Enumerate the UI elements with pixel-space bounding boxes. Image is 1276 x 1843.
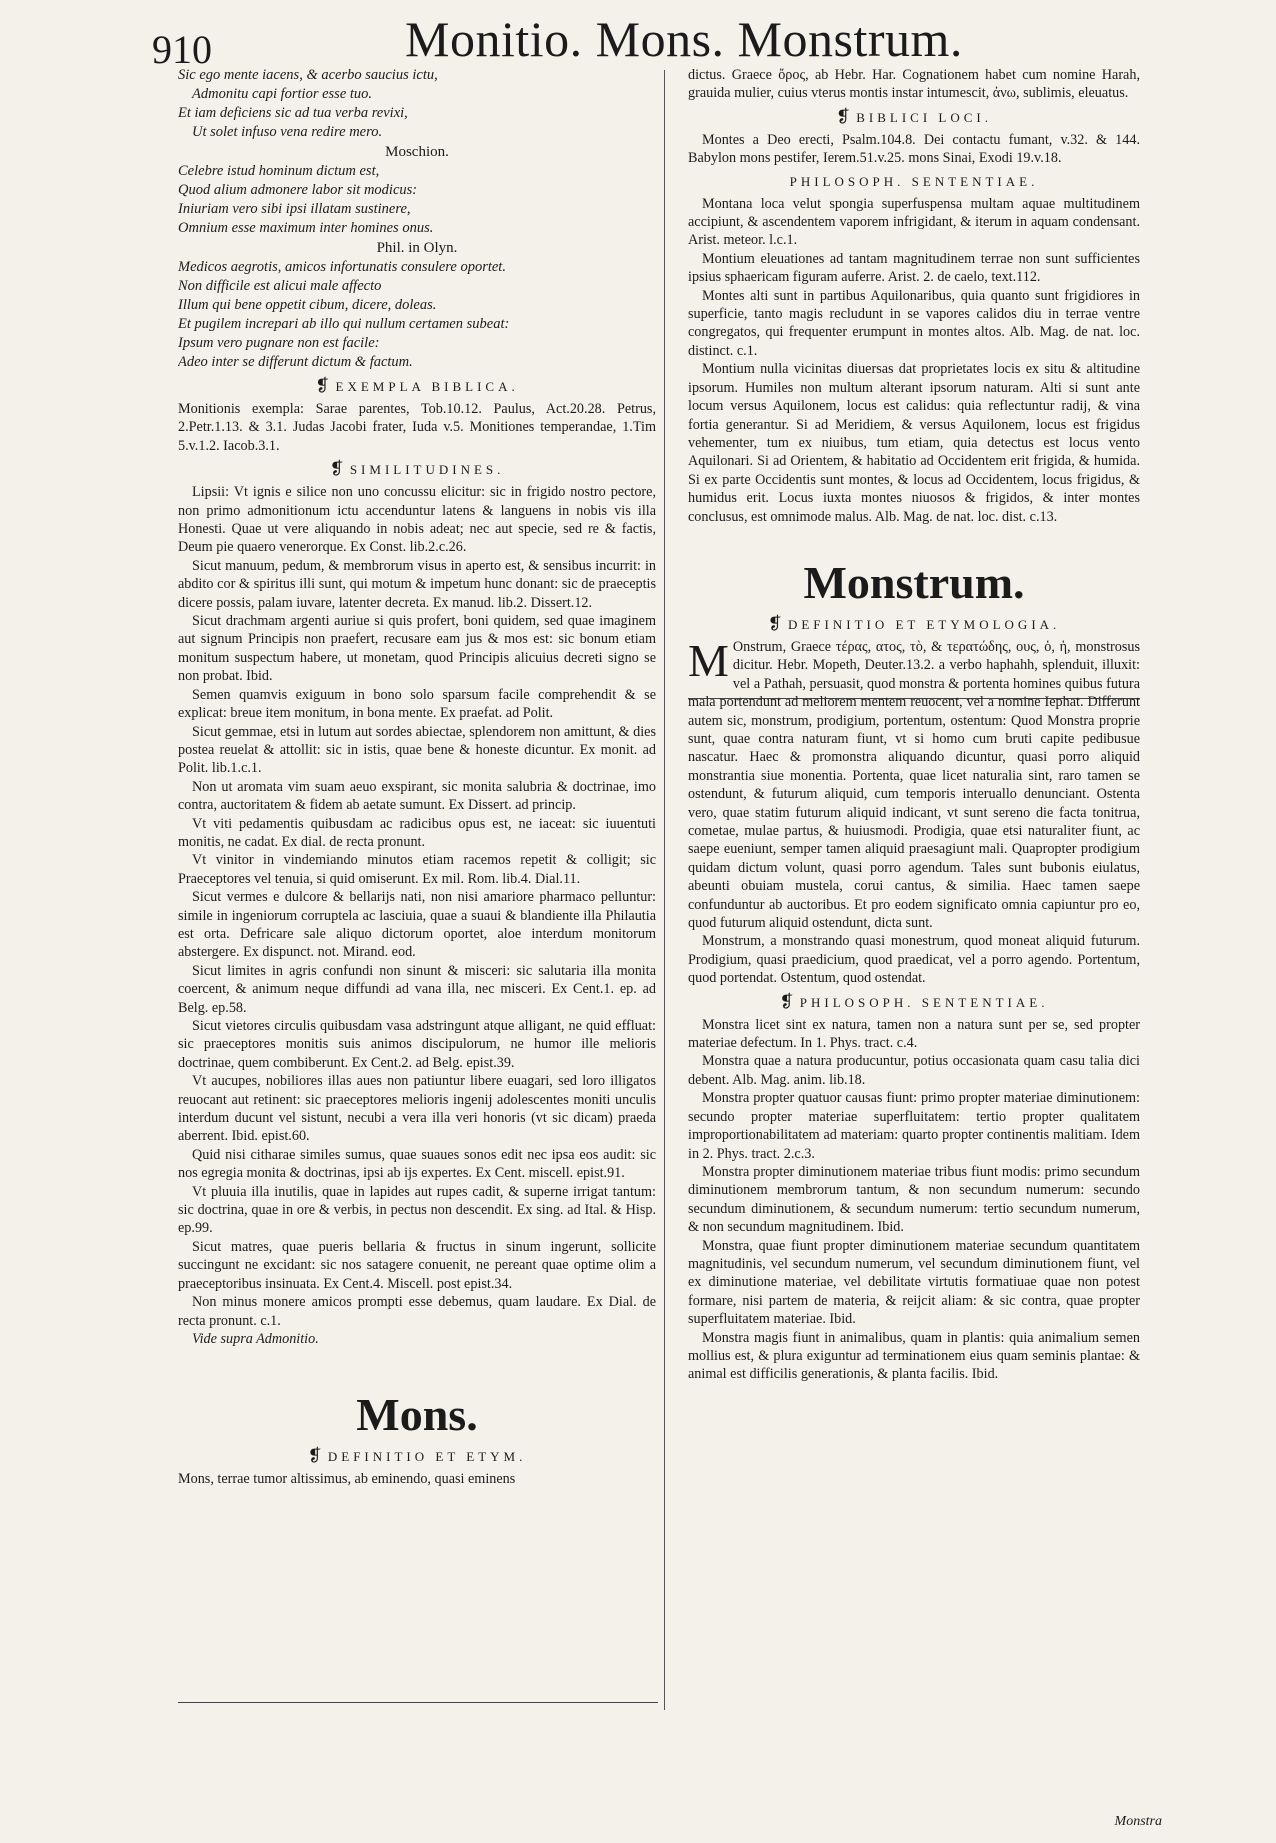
verse-line: Ipsum vero pugnare non est facile: (178, 335, 380, 351)
section-heading: ❡ SIMILITUDINES. (329, 459, 505, 479)
pilcrow-icon: ❡ (767, 613, 782, 633)
paragraph: Semen quamvis exiguum in bono solo sparsum facile comprehendit & se explicat: breue item monitum, in bona mente. Ex praefat. ad Polit. (178, 686, 656, 722)
paragraph: Monstra, quae fiunt propter diminutionem materiae secundum quantitatem magnitudinis, vel secundum numerum, vel secundum diminutionem fiunt, vel ex diminutione materiae, vel debilitate virtutis formatiuae quae non potest formare, nisi partem de materia, & reijcit aliam: & sic contra, quae propter superfluitatem materiae. Ibid. (688, 1237, 1140, 1328)
paragraph: Monstra propter diminutionem materiae tribus fiunt modis: primo secundum diminutionem membrorum tantum, & non secundum numerum: secundo secundum diminutionem, & secundum numerum: tertio secundum numerum, & non secundum magnitudinem. Ibid. (688, 1163, 1140, 1236)
paragraph: Montium nulla vicinitas diuersas dat proprietates locis ex situ & altitudine ipsorum. Humiles non multum alterant ipsorum naturam. Alti si sunt ante locum versus Aquilonem, locus est calidus: quia reflectuntur radij, & vina fortia generantur. Si ad Meridiem, & versus Aquilonem, locus est frigidus vehementer, tum ex niuibus, tum etiam, quia detectus est locus vento Aquilonari. Si ad Orientem, & habitatio ad Occidentem erit frigida, & humida. Si ex parte Occidentis sunt montes, & locus ad Occidentem, locus frigidus, & humidus erit. Locus iuxta montes niuosos & frigidos, & inter montes conclusus, est omnimode malus. Alb. Mag. de nat. loc. dist. c.13. (688, 361, 1140, 525)
paragraph: Non minus monere amicos prompti esse debemus, quam laudare. Ex Dial. de recta pronunt. c.1. (178, 1294, 656, 1329)
verse-line: Quod alium admonere labor sit modicus: (178, 182, 418, 198)
section-heading: ❡ DEFINITIO ET ETYMOLOGIA. (767, 613, 1061, 633)
verse-line: Adeo inter se differunt dictum & factum. (178, 354, 413, 370)
verse-line: Medicos aegrotis, amicos infortunatis consulere oportet. (178, 259, 506, 275)
left-column (178, 66, 656, 1489)
paragraph: Monstra propter quatuor causas fiunt: primo propter materiae diminutionem: secundo propter materiae superfluitatem: tertio propter qualitatem improportionabilitatem ad materiam: quarto propter continentis malitiam. Idem in 2. Phys. tract. 2.c.3. (688, 1090, 1140, 1162)
verse-line: Illum qui bene oppetit cibum, dicere, doleas. (178, 297, 437, 313)
entry-title: Mons. (356, 1389, 478, 1441)
paragraph: Sicut manuum, pedum, & membrorum visus in aperto est, & sensibus incurrit: in abdito cor & spiritus illi sunt, qui motum & impetum hunc donant: sic de praeceptis dicere possis, palam iuvare, latenter decreta. Ex manud. lib.2. Dissert.12. (178, 557, 656, 611)
section-heading: PHILOSOPH. SENTENTIAE. (789, 173, 1039, 189)
section-rule-left (178, 1702, 658, 1703)
verse-line: Admonitu capi fortior esse tuo. (192, 86, 373, 102)
entry-title: Monstrum. (803, 556, 1025, 608)
paragraph: Monstra quae a natura producuntur, potius occasionata quam casu talia dici debent. Alb. Mag. anim. lib.18. (688, 1053, 1140, 1088)
paragraph: Monstra magis fiunt in animalibus, quam in plantis: quia animalium semen mollius est, & plura exiguntur ad terminationem eius quam seminis plantae: & animal est difficilis generationis, & planta facilis. Ibid. (688, 1329, 1140, 1383)
verse-line: Iniuriam vero sibi ipsi illatam sustinere, (178, 201, 411, 217)
catchword: Monstra (1114, 1814, 1162, 1829)
exempla-text: Monitionis exempla: Sarae parentes, Tob.10.12. Paulus, Act.20.28. Petrus, 2.Petr.1.13. & 3.1. Judas Jacobi frater, Iuda v.5. Monitiones temperandae, 1.Tim 5.v.1.2. Iacob.3.1. (178, 401, 656, 454)
verse-line: Sic ego mente iacens, & acerbo saucius ictu, (178, 67, 438, 83)
paragraph: Montana loca velut spongia superfuspensa multam aquae multitudinem accipiunt, & ascendentem vaporem infrigidant, & iterum in aquam condensant. Arist. meteor. l.c.1. (688, 195, 1140, 249)
drop-cap: M (688, 634, 729, 686)
pilcrow-icon: ❡ (315, 376, 330, 395)
column-rule (664, 70, 665, 1710)
verse-author: Moschion. (385, 144, 449, 160)
paragraph: Montium eleuationes ad tantam magnitudinem terrae non sunt sufficientes ipsius sphaericam figuram auferre. Arist. 2. de caelo, text.112. (688, 250, 1140, 286)
pilcrow-icon: ❡ (329, 459, 344, 479)
paragraph: Lipsii: Vt ignis e silice non uno concussu elicitur: sic in frigido nostro pectore, non primo admonitionum ictu accenduntur latens & languens in nobis vis illa Honesti. Quae ut vere aliquando in nobis adeat; nec aut specie, sed re & factis, Deum pie quaero venerorque. Ex Const. lib.2.c.26. (178, 484, 656, 556)
paragraph: Sicut vermes e dulcore & bellarijs nati, non nisi amariore pharmaco pelluntur: simile in ingeniorum corruptela ac lasciuia, quae a suaui & blandiente illa Philautia est orta. Defricare sale aliquo dictorum oportet, aloe interdum monitorum abstergere. Ex dispunct. not. Mirand. eod. (178, 889, 656, 961)
pilcrow-icon: ❡ (835, 106, 851, 126)
section-heading: ❡ BIBLICI LOCI. (835, 106, 993, 126)
paragraph: Vt aucupes, nobiliores illas aues non patiuntur libere euagari, sed loro illigatos reuocant aut retinent: sic praeceptores melioris ingenij adolescentes moniti unculis interdum ducunt vel sistunt, necubi a vera illa veri honoris (vt sic dicam) praeda aberrent. Ibid. epist.60. (178, 1073, 656, 1145)
paragraph: Vt pluuia illa inutilis, quae in lapides aut rupes cadit, & superne irrigat tantum: sic doctrina, quae in ore & verbis, in pectus non descendit. Ex sing. ad Ital. & Hisp. ep.99. (178, 1183, 656, 1237)
verse-line: Et pugilem increpari ab illo qui nullum certamen subeat: (178, 316, 510, 332)
paragraph: Non ut aromata vim suam aeuo exspirant, sic monita salubria & doctrinae, imo contra, auctoritatem & fidem ab aetate sumunt. Ex Dissert. ad princip. (178, 778, 656, 814)
paragraph: Montes alti sunt in partibus Aquilonaribus, quia quanto sunt frigidiores in superficie, tanto magis recludunt in se vapores calidos diu in terrae ventre congregatos, qui frequenter erumpunt in montes altos. Alb. Mag. de nat. loc. distinct. c.1. (688, 287, 1140, 359)
paragraph: Monstrum, a monstrando quasi monestrum, quod moneat aliquid futurum. Prodigium, quasi praedicium, quod praedicat, vel a porro agendo. Portentum, quod portendat. Ostentum, quod ostendat. (688, 933, 1140, 987)
paragraph: Montes a Deo erecti, Psalm.104.8. Dei contactu fumant, v.32. & 144. Babylon mons pestifer, Ierem.51.v.25. mons Sinai, Exodi 19.v.18. (688, 131, 1140, 167)
section-heading: ❡ EXEMPLA BIBLICA. (315, 376, 519, 395)
paragraph: Sicut limites in agris confundi non sinunt & misceri: sic salutaria illa monita coercent, & animum neque diffundi ad vana illa, nec misceri. Ex Cent.1. ep. ad Belg. ep.58. (178, 962, 656, 1016)
cross-reference: Vide supra Admonitio. (192, 1330, 319, 1347)
paragraph: Vt viti pedamentis quibusdam ac radicibus opus est, ne iaceat: sic iuuentuti monitis, ne cadat. Ex dial. de recta pronunt. (178, 815, 656, 850)
paragraph: Mons, terrae tumor altissimus, ab eminendo, quasi eminens (178, 1471, 516, 1488)
pilcrow-icon: ❡ (779, 991, 794, 1011)
verse-line: Omnium esse maximum inter homines onus. (178, 220, 434, 236)
paragraph: Sicut vietores circulis quibusdam vasa adstringunt atque alligant, ne quid effluat: sic praeceptores monitis suis animos discipulorum, ne humor ille melioris doctrinae, quem combiberunt. Ex Cent.2. ad Belg. epist.39. (178, 1018, 656, 1071)
paragraph: M Onstrum, Graece τέρας, ατος, τὸ, & τερατώδης, ους, ὁ, ἡ, monstrosus dicitur. Hebr. Mopeth, Deuter.13.2. a verbo haphahh, splenduit, illuxit: vel a Pathah, persuasit, quod monstra & portenta homines quibus futura mala portendunt ad meliorem mentem reuocent, vel a nomine Iephat. Differunt autem sic, monstrum, prodigium, portentum, ostentum: Quod Monstra proprie sunt, quae contra naturam fiunt, vt si homo cum bruti capite pedibusue nascatur. Haec & promonstra aliquando dicuntur, quasi porro aliquid monstrantia siue monentia. Portenta, quae licet naturalia sint, raro tamen se ostendunt, & futurum aliquid, cum temporis interuallo denunciant. Ostenta vero, quae statim futurum aliquid indicant, vt sunt sereno die facta tonitrua, cometae, mulae partus, & huiusmodi. Prodigia, quae etsi naturaliter fiunt, ac saepe eueniunt, semper tamen aliquid praesagiunt mali. Quapropter prodigium quidam dictum volunt, quasi porro agendum. Tales sunt bubonis eiulatus, abeunti obuiam mustela, corui cantus, & similia. Haec tamen saepe confunduntur ab auctoribus. Et pro eodem significato omnia capiuntur pro eo, quod futurum aliquid ostendunt, dicta sunt. (688, 634, 1140, 932)
verse-line: Ut solet infuso vena redire mero. (192, 124, 383, 140)
verse-line: Et iam deficiens sic ad tua verba revixi, (178, 105, 408, 121)
paragraph: Sicut matres, quae pueris bellaria & fructus in sinum ingerunt, sollicite succingunt ne excidant: sic nos satagere conuenit, ne pereant quae optime olim a praeceptoribus insinuata. Ex Cent.4. Miscell. post epist.34. (178, 1238, 656, 1292)
paragraph: Quid nisi citharae similes sumus, quae suaues sonos edit nec ipsa eos audit: sic nos egregia monita & doctrinas, ipsi ab ijs expertes. Ex Cent. miscell. epist.91. (178, 1146, 656, 1182)
verse-line: Non difficile est alicui male affecto (178, 278, 382, 294)
verse-author: Phil. in Olyn. (376, 240, 458, 256)
right-column (688, 66, 1140, 1384)
verse-line: Celebre istud hominum dictum est, (178, 163, 380, 179)
section-heading: ❡ DEFINITIO ET ETYM. (307, 1446, 527, 1466)
paragraph: Monstra licet sint ex natura, tamen non a natura sunt per se, sed propter materiae defectum. In 1. Phys. tract. c.4. (688, 1016, 1140, 1052)
paragraph: Sicut drachmam argenti auriue si quis profert, boni quidem, sed quae imaginem aut signum Principis non praefert, recusare eam jus & mos est: sic bonum etiam monitum suspectum habere, ut monetam, quod Principis alicuius decreti signo se non probat. Ibid. (178, 613, 656, 685)
page-number: 910 (152, 27, 212, 72)
paragraph: dictus. Graece ὄρος, ab Hebr. Har. Cognationem habet cum nomine Harah, grauida mulier, cuius vterus montis instar intumescit, ἀνω, sublimis, eleuatus. (688, 67, 1140, 102)
pilcrow-icon: ❡ (307, 1446, 322, 1466)
running-title: Monitio. Mons. Monstrum. (405, 11, 963, 67)
section-heading: ❡ PHILOSOPH. SENTENTIAE. (779, 991, 1049, 1011)
paragraph: Sicut gemmae, etsi in lutum aut sordes abiectae, splendorem non amittunt, & dies postea reuelat & attollit: sic in istis, quae bene & honeste dicuntur. Ex monit. ad Polit. lib.1.c.1. (178, 723, 656, 777)
paragraph: Vt vinitor in vindemiando minutos etiam racemos repetit & colligit; sic Praeceptores vel tenuia, si quid omiserunt. Ex mil. Rom. lib.4. Dial.11. (178, 852, 656, 887)
